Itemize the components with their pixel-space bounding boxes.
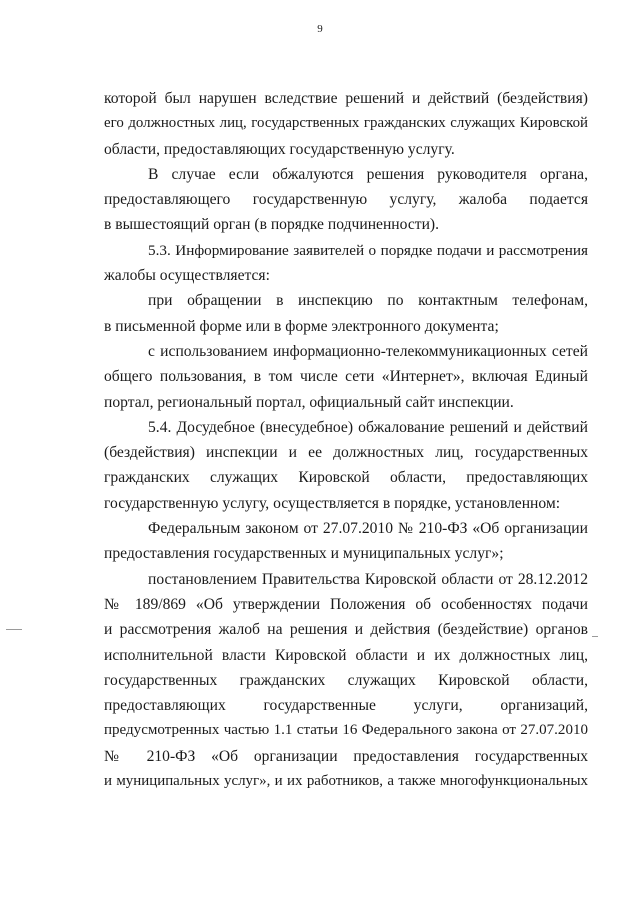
text-line: № 210-ФЗ «Об организации предоставления государственных	[104, 747, 588, 765]
text-line: жалобы осуществляется:	[104, 267, 270, 285]
text-line: (бездействия) инспекции и ее должностных лиц, государственных	[104, 444, 588, 462]
text-line: и муниципальных услуг», и их работников, а также многофункциональных	[104, 773, 588, 790]
text-line: постановлением Правительства Кировской области от 28.12.2012	[148, 570, 588, 588]
text-line: области, предоставляющих государственную услугу.	[104, 140, 455, 158]
scan-mark	[592, 636, 598, 637]
text-line: общего пользования, в том числе сети «Интернет», включая Единый	[104, 368, 588, 386]
text-line: № 189/869 «Об утверждении Положения об особенностях подачи	[104, 595, 588, 613]
text-line: которой был нарушен вследствие решений и действий (бездействия)	[104, 90, 588, 107]
text-line: исполнительной власти Кировской области и их должностных лиц,	[104, 646, 588, 664]
text-line: с использованием информационно-телекоммуникационных сетей	[148, 342, 588, 360]
text-line: предоставляющего государственную услугу, жалоба подается	[104, 191, 588, 209]
text-line: государственную услугу, осуществляется в порядке, установленном:	[104, 494, 561, 512]
text-line: 5.4. Досудебное (внесудебное) обжалование решений и действий	[148, 418, 588, 436]
text-line: и рассмотрения жалоб на решения и действия (бездействие) органов	[104, 621, 588, 639]
text-line: государственных гражданских служащих Кировской области,	[104, 671, 588, 689]
text-line: его должностных лиц, государственных гражданских служащих Кировской	[104, 115, 588, 132]
text-line: предоставляющих государственные услуги, организаций,	[104, 697, 588, 715]
text-line: предусмотренных частью 1.1 статьи 16 Федерального закона от 27.07.2010	[104, 722, 588, 739]
text-line: предоставления государственных и муниципальных услуг»;	[104, 545, 504, 563]
page-number: 9	[317, 23, 323, 35]
text-line: Федеральным законом от 27.07.2010 № 210-ФЗ «Об организации	[148, 520, 588, 538]
text-line: гражданских служащих Кировской области, предоставляющих	[104, 469, 588, 487]
text-line: 5.3. Информирование заявителей о порядке подачи и рассмотрения	[148, 241, 588, 259]
scan-mark	[6, 629, 22, 630]
text-line: в письменной форме или в форме электронного документа;	[104, 317, 499, 335]
text-line: в вышестоящий орган (в порядке подчиненности).	[104, 216, 440, 234]
text-line: портал, региональный портал, официальный сайт инспекции.	[104, 393, 514, 411]
text-line: В случае если обжалуются решения руководителя органа,	[148, 165, 588, 183]
text-line: при обращении в инспекцию по контактным телефонам,	[148, 292, 588, 310]
document-body	[104, 86, 588, 794]
